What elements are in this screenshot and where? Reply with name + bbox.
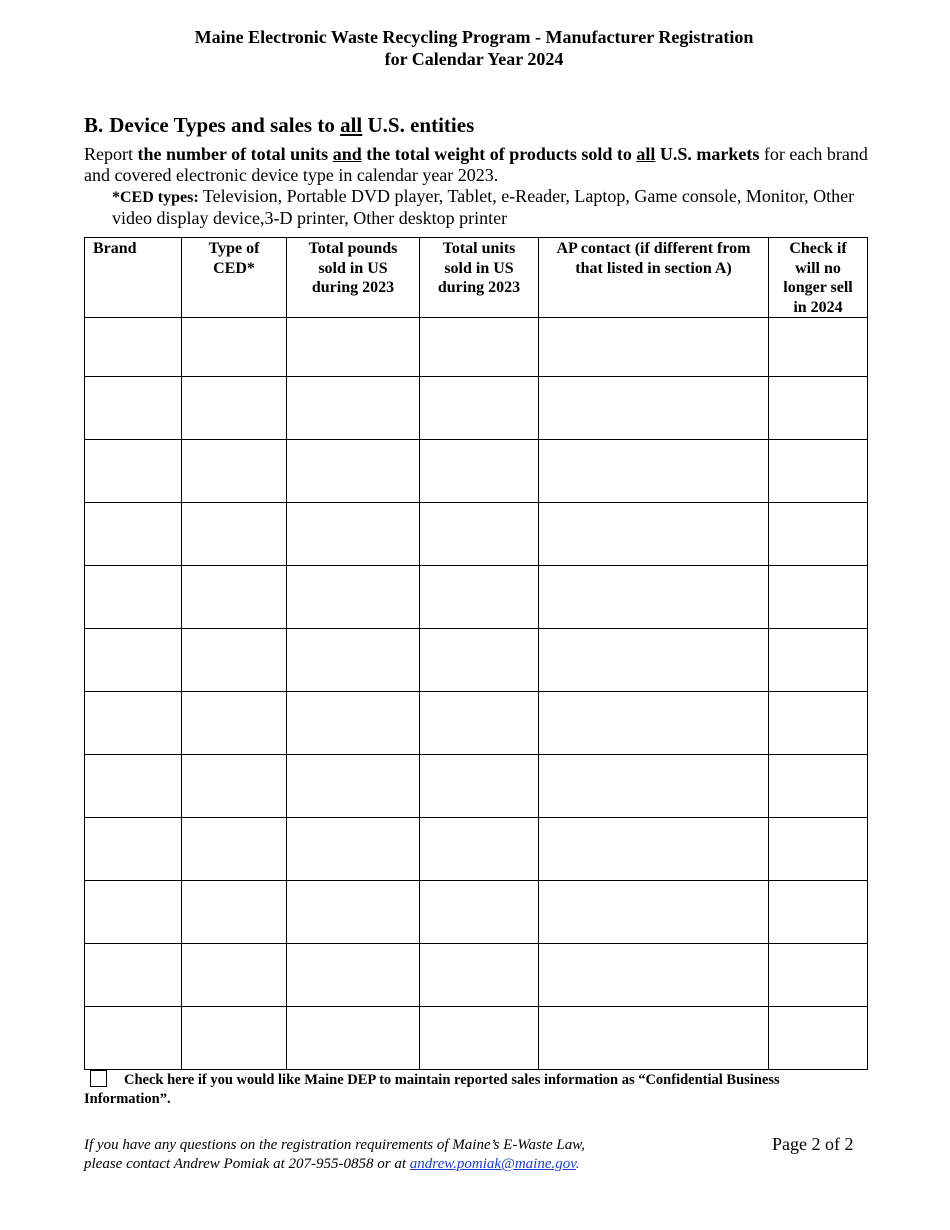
table-row — [85, 377, 868, 440]
device-sales-table — [84, 237, 868, 1070]
table-row — [85, 944, 868, 1007]
footer-line-2 — [84, 1155, 724, 1174]
cell-ced-type[interactable] — [182, 503, 287, 566]
confidential-checkbox[interactable] — [90, 1070, 107, 1087]
instructions-bold-1: the number of total units — [137, 144, 333, 164]
cell-total-units[interactable] — [420, 1007, 539, 1070]
column-header-no-longer-sell — [769, 238, 868, 318]
cell-ap-contact[interactable] — [539, 566, 769, 629]
cell-ced-type[interactable] — [182, 1007, 287, 1070]
ced-types-label: *CED types: — [112, 189, 199, 206]
cell-total-units[interactable] — [420, 692, 539, 755]
table-row — [85, 503, 868, 566]
cell-total-pounds[interactable] — [287, 440, 420, 503]
cell-ap-contact[interactable] — [539, 944, 769, 1007]
document-title-line-1: Maine Electronic Waste Recycling Program - Manufacturer Registration — [194, 27, 754, 47]
cell-no-longer-sell[interactable] — [769, 944, 868, 1007]
cell-ap-contact[interactable] — [539, 503, 769, 566]
cell-ced-type[interactable] — [182, 377, 287, 440]
cell-ap-contact[interactable] — [539, 1007, 769, 1070]
column-header-line: Brand — [93, 240, 137, 257]
cell-brand[interactable] — [85, 692, 182, 755]
cell-total-pounds[interactable] — [287, 944, 420, 1007]
table-row — [85, 440, 868, 503]
cell-total-units[interactable] — [420, 944, 539, 1007]
cell-brand[interactable] — [85, 440, 182, 503]
cell-total-units[interactable] — [420, 318, 539, 377]
table-row — [85, 629, 868, 692]
cell-brand[interactable] — [85, 944, 182, 1007]
cell-no-longer-sell[interactable] — [769, 503, 868, 566]
instructions-post: for each brand and covered electronic device type in calendar year 2023. — [84, 144, 868, 185]
cell-brand[interactable] — [85, 503, 182, 566]
cell-no-longer-sell[interactable] — [769, 566, 868, 629]
instructions-bold-underlined-1: and — [332, 144, 362, 164]
cell-ap-contact[interactable] — [539, 881, 769, 944]
cell-brand[interactable] — [85, 318, 182, 377]
section-number: B. — [84, 113, 104, 137]
cell-no-longer-sell[interactable] — [769, 629, 868, 692]
table-row — [85, 566, 868, 629]
cell-ced-type[interactable] — [182, 318, 287, 377]
cell-total-pounds[interactable] — [287, 692, 420, 755]
cell-total-units[interactable] — [420, 440, 539, 503]
column-header-line: during 2023 — [311, 279, 395, 296]
ced-types-list: Television, Portable DVD player, Tablet, e-Reader, Laptop, Game console, Monitor, Other video display device,3-D printer, Other desktop printer — [112, 186, 855, 228]
cell-total-pounds[interactable] — [287, 1007, 420, 1070]
cell-total-units[interactable] — [420, 881, 539, 944]
cell-total-units[interactable] — [420, 566, 539, 629]
column-header-line: CED* — [213, 259, 255, 277]
cell-total-pounds[interactable] — [287, 377, 420, 440]
column-header-line: Total pounds — [308, 240, 398, 257]
section-heading-text-post: U.S. entities — [362, 113, 475, 137]
cell-ced-type[interactable] — [182, 692, 287, 755]
cell-brand[interactable] — [85, 818, 182, 881]
column-header-line: Check if — [789, 240, 847, 257]
cell-no-longer-sell[interactable] — [769, 1007, 868, 1070]
section-instructions — [84, 144, 874, 186]
column-header-line: that listed in section A) — [575, 259, 732, 277]
cell-ap-contact[interactable] — [539, 318, 769, 377]
ced-types-note — [112, 186, 872, 229]
column-header-line: Total units — [442, 240, 516, 257]
cell-ap-contact[interactable] — [539, 692, 769, 755]
cell-ced-type[interactable] — [182, 881, 287, 944]
table-body — [85, 318, 868, 1070]
instructions-bold-3: U.S. markets — [655, 144, 760, 164]
document-title — [84, 26, 864, 70]
contact-email-link[interactable]: andrew.pomiak@maine.gov — [409, 1156, 576, 1172]
cell-ap-contact[interactable] — [539, 377, 769, 440]
table-row — [85, 692, 868, 755]
page-number: Page 2 of 2 — [772, 1134, 854, 1154]
table-row — [85, 1007, 868, 1070]
cell-brand[interactable] — [85, 629, 182, 692]
cell-ap-contact[interactable] — [539, 818, 769, 881]
column-header-total-pounds — [287, 238, 420, 318]
footer-line-2-period: . — [575, 1156, 580, 1172]
column-header-ap-contact — [539, 238, 769, 318]
cell-ced-type[interactable] — [182, 944, 287, 1007]
column-header-brand — [85, 238, 182, 318]
cell-brand[interactable] — [85, 755, 182, 818]
cell-ced-type[interactable] — [182, 440, 287, 503]
footer-line-2-text: please contact Andrew Pomiak at 207-955-0858 or at — [84, 1156, 410, 1172]
table-row — [85, 881, 868, 944]
document-title-line-2: for Calendar Year 2024 — [384, 49, 564, 69]
section-b-heading — [84, 113, 474, 137]
cell-no-longer-sell[interactable] — [769, 755, 868, 818]
cell-total-units[interactable] — [420, 503, 539, 566]
instructions-bold-underlined-2: all — [636, 144, 656, 164]
cell-total-units[interactable] — [420, 629, 539, 692]
cell-no-longer-sell[interactable] — [769, 818, 868, 881]
table-row — [85, 755, 868, 818]
cell-total-pounds[interactable] — [287, 629, 420, 692]
cell-ced-type[interactable] — [182, 755, 287, 818]
cell-total-units[interactable] — [420, 377, 539, 440]
column-header-ced-type — [182, 238, 287, 318]
cell-total-units[interactable] — [420, 755, 539, 818]
section-heading-text-pre: Device Types and sales to — [109, 113, 341, 137]
table-row — [85, 318, 868, 377]
instructions-pre: Report — [84, 144, 138, 164]
column-header-line: sold in US — [444, 259, 514, 277]
table-header-row — [85, 238, 868, 318]
cell-ap-contact[interactable] — [539, 755, 769, 818]
cell-no-longer-sell[interactable] — [769, 881, 868, 944]
cell-ap-contact[interactable] — [539, 440, 769, 503]
section-heading-underlined: all — [340, 113, 363, 137]
cell-brand[interactable] — [85, 377, 182, 440]
cell-ced-type[interactable] — [182, 566, 287, 629]
column-header-line: AP contact (if different from — [556, 240, 751, 257]
column-header-line: during 2023 — [437, 279, 521, 296]
cell-no-longer-sell[interactable] — [769, 692, 868, 755]
cell-total-pounds[interactable] — [287, 881, 420, 944]
column-header-line: sold in US — [318, 259, 388, 277]
cell-brand[interactable] — [85, 1007, 182, 1070]
cell-no-longer-sell[interactable] — [769, 318, 868, 377]
footer-line-1: If you have any questions on the registration requirements of Maine’s E-Waste Law, — [84, 1137, 585, 1153]
table-row — [85, 818, 868, 881]
column-header-line: will no — [795, 259, 841, 277]
cell-total-pounds[interactable] — [287, 566, 420, 629]
footer-contact-note — [84, 1136, 724, 1174]
cell-total-units[interactable] — [420, 818, 539, 881]
cell-total-pounds[interactable] — [287, 818, 420, 881]
cell-ced-type[interactable] — [182, 629, 287, 692]
confidential-text: Check here if you would like Maine DEP to maintain reported sales information as “Confidential Business Information”. — [84, 1072, 780, 1107]
cell-total-pounds[interactable] — [287, 503, 420, 566]
column-header-line: longer sell — [783, 279, 853, 296]
cell-brand[interactable] — [85, 881, 182, 944]
confidential-option — [84, 1070, 864, 1109]
column-header-total-units — [420, 238, 539, 318]
instructions-bold-2: the total weight of products sold to — [361, 144, 637, 164]
cell-ced-type[interactable] — [182, 818, 287, 881]
cell-ap-contact[interactable] — [539, 629, 769, 692]
cell-no-longer-sell[interactable] — [769, 440, 868, 503]
cell-total-pounds[interactable] — [287, 318, 420, 377]
cell-brand[interactable] — [85, 566, 182, 629]
cell-total-pounds[interactable] — [287, 755, 420, 818]
cell-no-longer-sell[interactable] — [769, 377, 868, 440]
column-header-line: Type of — [208, 240, 260, 257]
column-header-line: in 2024 — [793, 298, 843, 316]
